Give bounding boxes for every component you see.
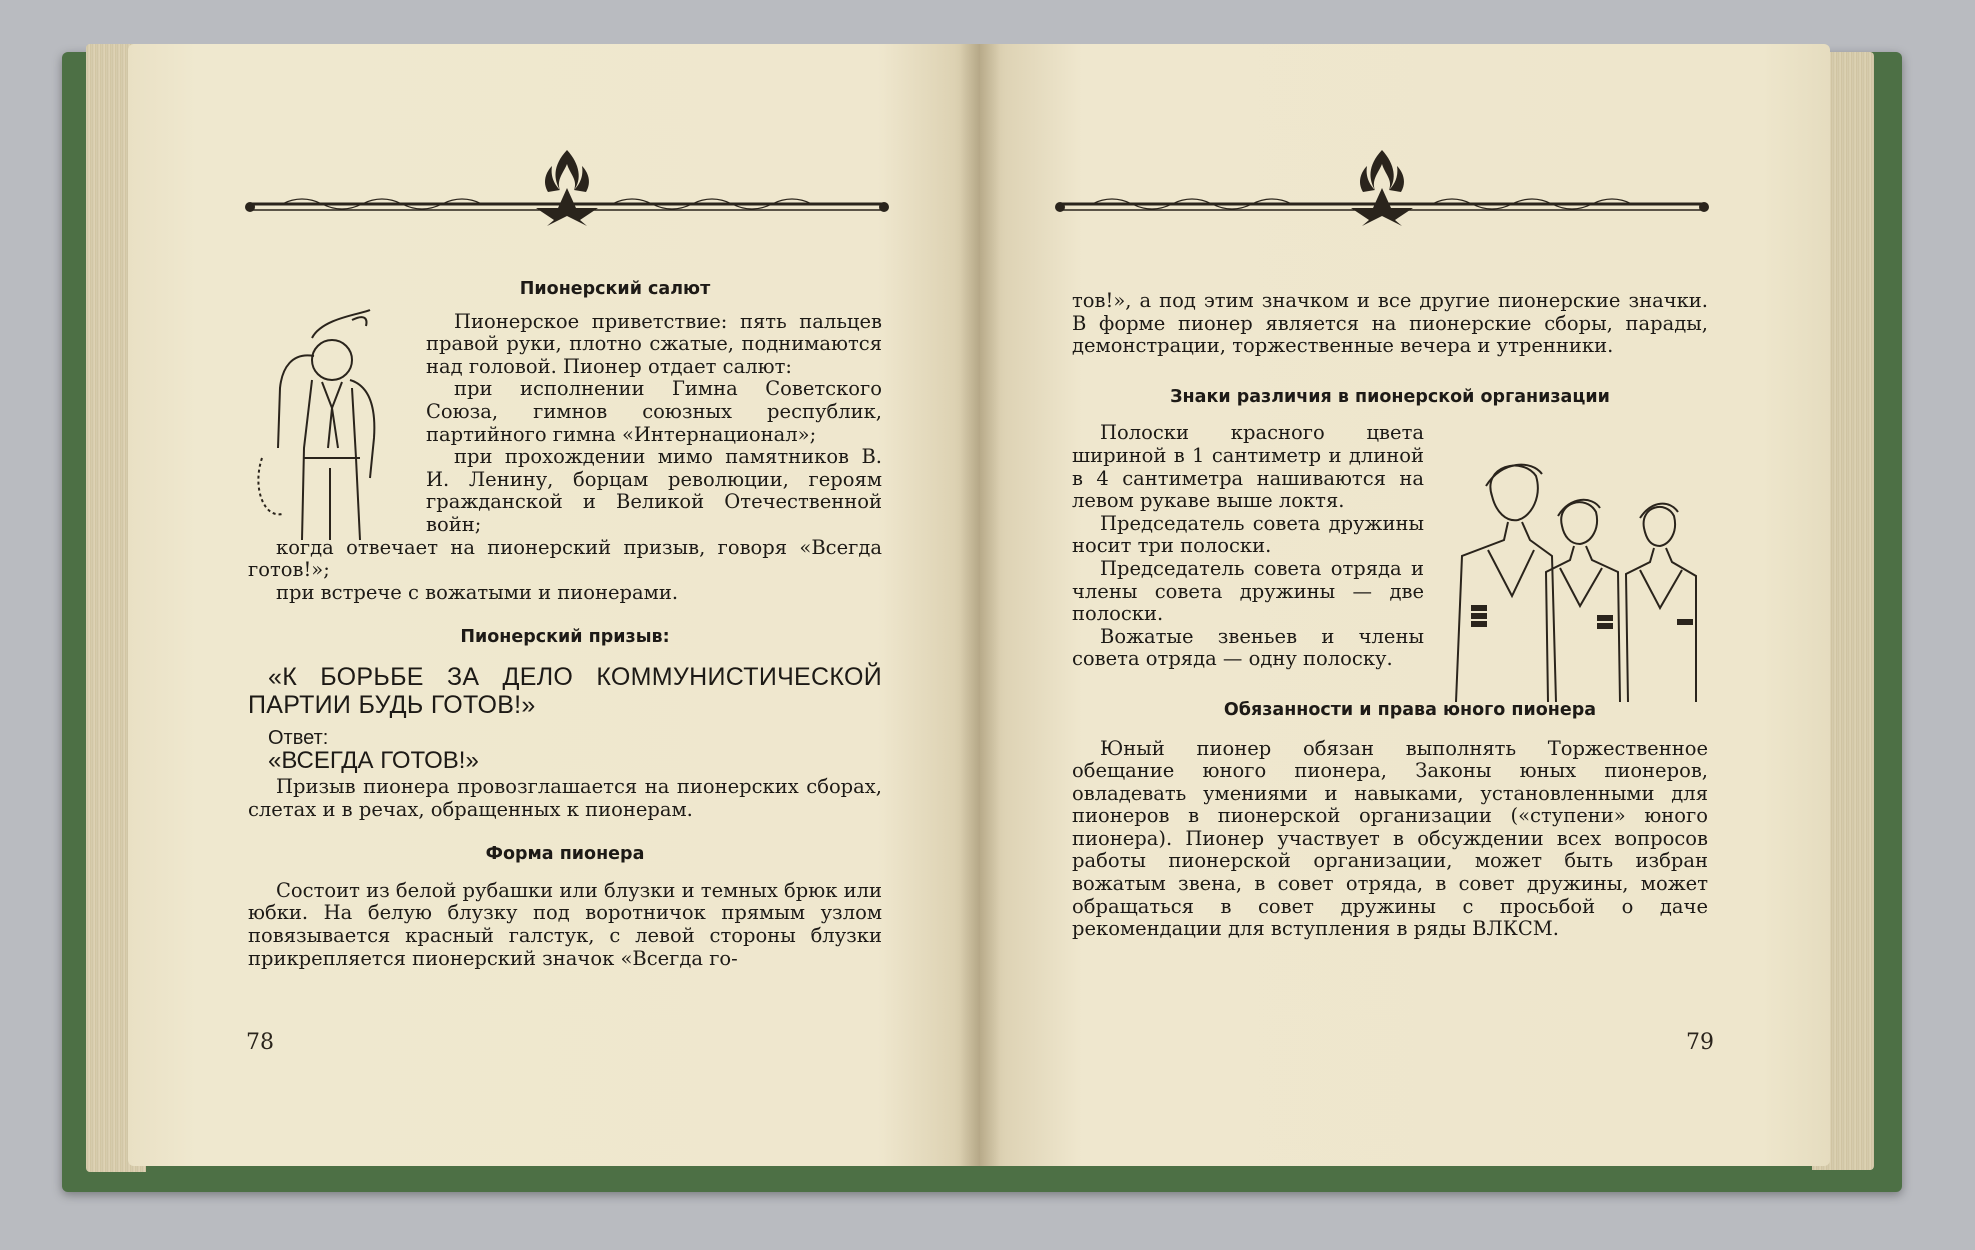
left-header-ornament <box>242 146 892 226</box>
pioneer-flame-emblem-icon <box>1052 146 1712 226</box>
salute-case-4: при встрече с вожатыми и пионерами. <box>276 580 679 604</box>
insignia-paragraph-3: Председатель совета отряда и члены совета дружины — две полоски. <box>1072 556 1424 626</box>
uniform-paragraph: Состоит из белой рубашки или блузки и темных брюк или юбки. На белую блузку под воротничок прямым узлом повязывается красный галстук, с левой стороны блузки прикрепляется пионерский значок «Всегда го- <box>248 878 882 970</box>
insignia-paragraph-2: Председатель совета дружины носит три полоски. <box>1072 511 1424 558</box>
answer-label: Ответ: <box>268 726 329 749</box>
page-number-right: 79 <box>1686 1030 1714 1055</box>
book-gutter <box>960 44 1000 1166</box>
duties-paragraph: Юный пионер обязан выполнять Торжественное обещание юного пионера, Законы юных пионеров, овладевать умениями и навыками, установленными для пионеров в пионерской организации («ступени» юного пионера). Пионер участвует в обсуждении всех вопросов работы пионерской организации, может быть избран вожатым звена, в совет отряда, в совет дружины, может обращаться в совет дружины с просьбой о даче рекомендации для вступления в ряды ВЛКСМ. <box>1072 736 1708 941</box>
right-header-ornament <box>1052 146 1712 226</box>
heading-pioneer-uniform: Форма пионера <box>485 844 645 865</box>
salute-case-2: при прохождении мимо памятников В. И. Ленину, борцам революции, героям гражданской и Великой Отечественной войн; <box>426 445 882 536</box>
right-page-text <box>1072 290 1708 941</box>
call-text: «К БОРЬБЕ ЗА ДЕЛО КОММУНИСТИЧЕСКОЙ ПАРТИИ БУДЬ ГОТОВ!» <box>248 662 882 719</box>
salute-case-1: при исполнении Гимна Советского Союза, гимнов союзных республик, партийного гимна «Интернационал»; <box>426 377 882 446</box>
call-paragraph: Призыв пионера провозглашается на пионерских сборах, слетах и в речах, обращенных к пионерам. <box>248 775 882 821</box>
heading-pioneer-salute: Пионерский салют <box>519 279 711 299</box>
continuation-paragraph: тов!», а под этим значком и все другие пионерские значки. В форме пионер является на пионерские сборы, парады, демонстрации, торжественные вечера и утренники. <box>1072 289 1708 358</box>
answer-text: «ВСЕГДА ГОТОВ!» <box>268 746 479 774</box>
left-page-text <box>248 278 882 970</box>
page-number-left: 78 <box>246 1030 274 1055</box>
salute-case-3: когда отвечает на пионерский призыв, говоря «Всегда готов!»; <box>248 535 882 582</box>
salute-paragraph: Пионерское приветствие: пять пальцев правой руки, плотно сжатые, поднимаются над головой. Пионер отдает салют: <box>426 309 882 378</box>
pioneer-flame-emblem-icon <box>242 146 892 226</box>
insignia-paragraph-1: Полоски красного цвета шириной в 1 сантиметр и длиной в 4 сантиметра нашиваются на левом рукаве выше локтя. <box>1072 421 1424 513</box>
heading-duties: Обязанности и права юного пионера <box>1223 699 1597 720</box>
insignia-paragraph-4: Вожатые звеньев и члены совета отряда — одну полоску. <box>1072 624 1424 671</box>
heading-pioneer-call: Пионерский призыв: <box>460 627 670 648</box>
heading-insignia: Знаки различия в пионерской организации <box>1170 386 1610 407</box>
